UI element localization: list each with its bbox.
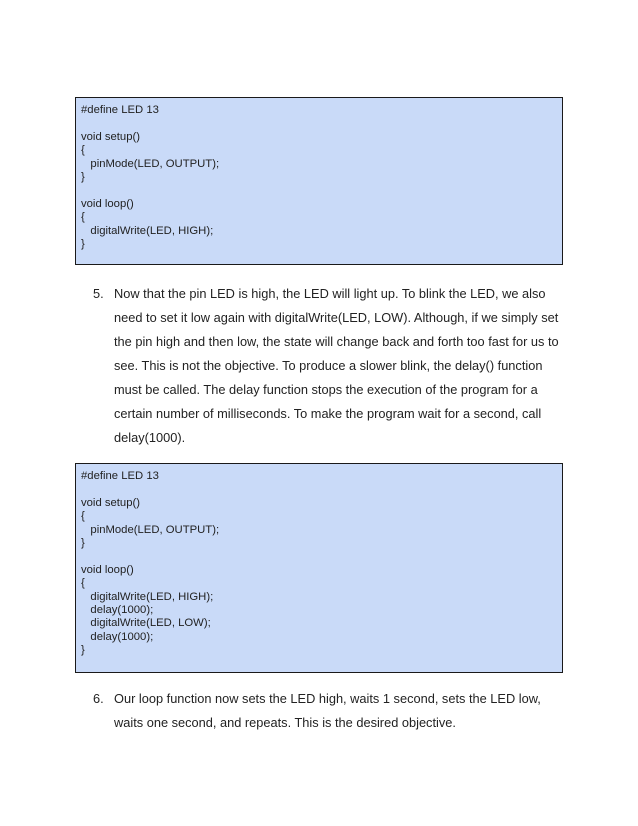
code-line: void loop() [81,197,134,210]
code-line [81,483,562,496]
code-line: delay(1000); [81,630,154,643]
code-line: digitalWrite(LED, LOW); [81,617,211,630]
code-line: void setup() [81,130,141,143]
code-line: } [81,644,85,657]
step-5-number: 5. [93,286,104,301]
code-line: { [81,510,85,523]
code-line: void setup() [81,496,141,509]
code-line: delay(1000); [81,603,154,616]
code-line: #define LED 13 [81,104,159,116]
step-6-text: Our loop function now sets the LED high, waits 1 second, sets the LED low, waits one second, and repeats. This is the desired objective. [114,691,541,730]
code-line: void loop() [81,563,134,576]
code-line [81,184,562,197]
code-line: { [81,577,85,590]
step-6-paragraph [93,687,563,735]
code-line: } [81,237,85,250]
code-block-1 [75,97,563,265]
code-line: } [81,536,85,549]
code-line: } [81,170,85,183]
code-line: { [81,211,85,224]
code-line: digitalWrite(LED, HIGH); [81,590,214,603]
code-block-2 [75,463,563,673]
step-5-text: Now that the pin LED is high, the LED will light up. To blink the LED, we also need to set it low again with digitalWrite(LED, LOW). Although, if we simply set the pin high and then low, the state will change back and forth too fast for us to see. This is not the objective. To produce a slower blink, the delay() function must be called. The delay function stops the execution of the program for a certain number of milliseconds. To make the program wait for a second, call delay(1000). [114,286,559,445]
code-line [81,117,562,130]
code-line: { [81,144,85,157]
step-5-paragraph [93,282,563,450]
code-line: digitalWrite(LED, HIGH); [81,224,214,237]
code-line: pinMode(LED, OUTPUT); [81,157,220,170]
step-6-number: 6. [93,691,104,706]
code-line: pinMode(LED, OUTPUT); [81,523,220,536]
code-line: #define LED 13 [81,470,159,482]
code-line [81,550,562,563]
